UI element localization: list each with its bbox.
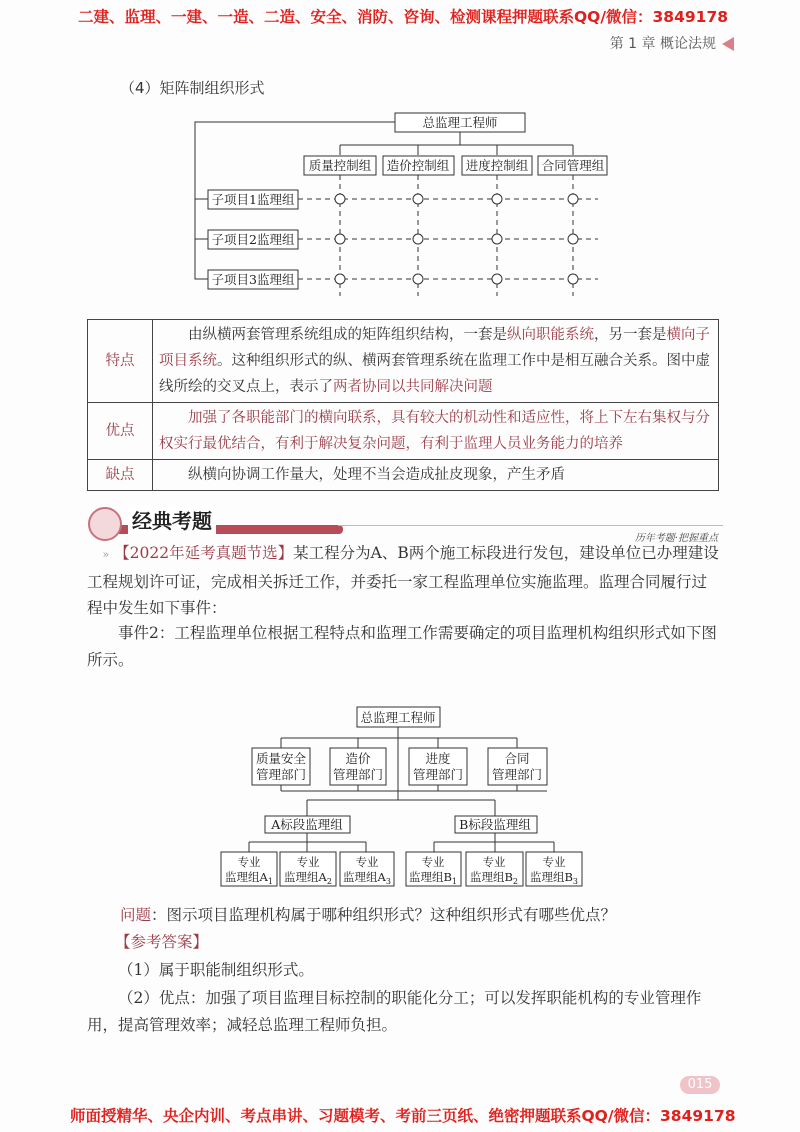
- highlight-text: 纵向职能系统: [507, 327, 594, 343]
- function-label: 质量控制组: [308, 158, 372, 173]
- leaf-subscript: 2: [326, 877, 332, 886]
- intro-text: 某工程分为A、B两个施工标段进行发包，建设单位已办理建设工程规划许可证，完成相关拆迁工作，并委托一家工程监理单位实施监理。监理合同履行过程中发生如下事件：: [87, 544, 719, 617]
- text-segment: ，另一套是: [594, 327, 667, 343]
- leaf-label-line1: 专业: [542, 855, 566, 869]
- section-subtitle: 历年考题·把握重点: [634, 533, 718, 544]
- leaf-name: 监理组A: [284, 870, 327, 884]
- bottom-ad-banner: 师面授精华、央企内训、考点串讲、习题模考、考前三页纸、绝密押题联系QQ/微信：3849178: [70, 1107, 736, 1125]
- leaf-subscript: 1: [451, 877, 458, 886]
- department-label: 管理部门: [255, 767, 307, 782]
- leaf-label-line2: [530, 870, 578, 886]
- function-label: 合同管理组: [541, 158, 605, 173]
- top-ad-banner: 二建、监理、一建、一造、二造、安全、消防、咨询、检测课程押题联系QQ/微信：3849178: [78, 8, 729, 26]
- row-label: 缺点: [88, 460, 153, 491]
- department-label: 管理部门: [332, 767, 384, 782]
- leaf-label-line1: 专业: [421, 855, 445, 869]
- row-label: 优点: [88, 403, 153, 460]
- section-heading: （4）矩阵制组织形式: [120, 79, 265, 97]
- leaf-name: 监理组B: [408, 870, 452, 884]
- leaf-name: 监理组B: [529, 870, 573, 884]
- function-label: 造价控制组: [386, 158, 450, 173]
- department-label: 质量安全: [255, 751, 307, 766]
- leaf-subscript: 3: [385, 877, 391, 886]
- department-label: 合同: [504, 751, 530, 766]
- answer-1: （1）属于职能制组织形式。: [118, 961, 314, 979]
- leaf-label-line1: 专业: [237, 855, 261, 869]
- department-label: 管理部门: [412, 767, 464, 782]
- leaf-label-line2: [225, 870, 273, 886]
- question: [120, 902, 720, 929]
- section-title: 经典考题: [128, 505, 216, 534]
- text-segment: 加强了各职能部门的横向联系，具有较大的机动性和适应性，将上下左右集权与分权实行最优结合，有利于解决复杂问题，有利于监理人员业务能力的培养: [159, 410, 710, 452]
- subproject-label: 子项目1监理组: [211, 192, 295, 207]
- group-label: B标段监理组: [459, 817, 531, 832]
- department-label: 管理部门: [491, 767, 543, 782]
- highlight-text: 两者协同以共同解决问题: [333, 379, 493, 395]
- leaf-label-line1: 专业: [355, 855, 379, 869]
- leaf-label-line2: [470, 870, 518, 886]
- function-label: 进度控制组: [465, 158, 529, 173]
- leaf-label-line2: [409, 870, 457, 886]
- subproject-label: 子项目3监理组: [211, 272, 295, 287]
- chief-engineer-label: 总监理工程师: [360, 710, 436, 725]
- source-tag: 【2022年延考真题节选】: [114, 544, 294, 562]
- answer-2: （2）优点：加强了项目监理目标控制的职能化分工；可以发挥职能机构的专业管理作用，提高管理效率；减轻总监理工程师负担。: [87, 989, 702, 1034]
- text-segment: 。这种组织形式的纵、横两套管理系统在监理工作中是相互融合关系。图中虚线所绘的交叉点上，表示了: [159, 353, 710, 395]
- quote-icon: »: [102, 548, 110, 561]
- question-text: ：图示项目监理机构属于哪种组织形式？这种组织形式有哪些优点？: [151, 906, 617, 924]
- leaf-name: 监理组B: [469, 870, 513, 884]
- chapter-title: 第 1 章 概论法规: [609, 36, 716, 52]
- leaf-label-line2: [284, 870, 332, 886]
- leaf-subscript: 2: [512, 877, 519, 886]
- chief-engineer-label: 总监理工程师: [422, 115, 498, 130]
- leaf-subscript: 1: [267, 877, 273, 886]
- question-label: 问题: [120, 906, 152, 924]
- subproject-label: 子项目2监理组: [211, 232, 295, 247]
- leaf-name: 监理组A: [225, 870, 268, 884]
- leaf-subscript: 3: [572, 877, 579, 886]
- page-number: 015: [680, 1076, 720, 1094]
- department-label: 进度: [425, 751, 451, 766]
- group-label: A标段监理组: [271, 817, 343, 832]
- answer-label: 【参考答案】: [115, 933, 209, 951]
- leaf-name: 监理组A: [343, 870, 386, 884]
- leaf-label-line1: 专业: [482, 855, 506, 869]
- event-text: 事件2：工程监理单位根据工程特点和监理工作需要确定的项目监理机构组织形式如下图所示。: [87, 624, 717, 669]
- highlight-text: 横向子项目系统: [159, 327, 710, 369]
- text-segment: 纵横向协调工作量大，处理不当会造成扯皮现象，产生矛盾: [188, 467, 565, 483]
- leaf-label-line2: [343, 870, 391, 886]
- leaf-label-line1: 专业: [296, 855, 320, 869]
- department-label: 造价: [345, 751, 371, 766]
- row-label: 特点: [88, 320, 153, 403]
- text-segment: 由纵横两套管理系统组成的矩阵组织结构，一套是: [188, 327, 507, 343]
